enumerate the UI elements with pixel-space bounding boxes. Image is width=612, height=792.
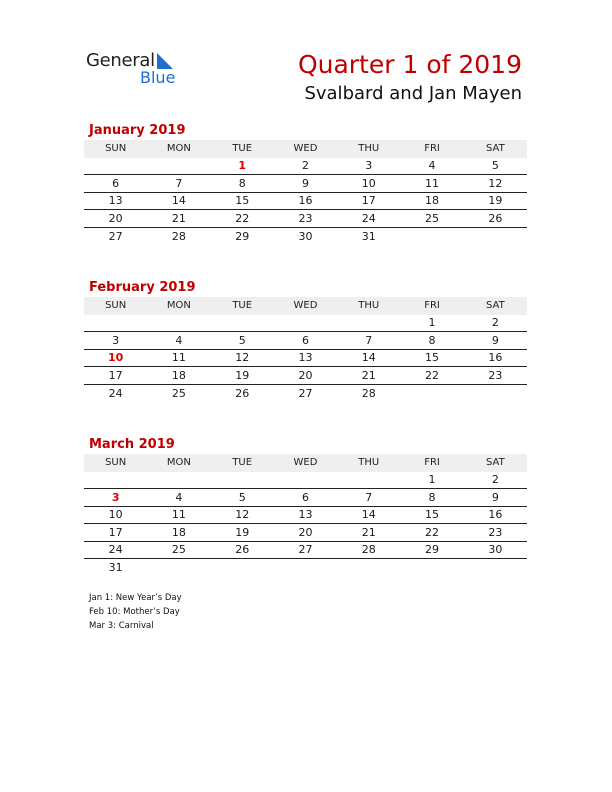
- day-cell: 18: [171, 525, 186, 539]
- day-cell: 14: [361, 508, 376, 522]
- calendar-grid: [84, 454, 527, 577]
- week-row: [84, 507, 527, 525]
- day-cell: 2: [491, 473, 499, 487]
- day-cell: 22: [425, 525, 440, 539]
- day-cell: 28: [171, 229, 186, 243]
- day-cell: 30: [298, 229, 313, 243]
- day-cell: 29: [235, 229, 250, 243]
- day-cell: 26: [235, 386, 250, 400]
- week-row: [84, 472, 527, 490]
- day-cell: 31: [361, 229, 376, 243]
- week-row: [84, 158, 527, 176]
- day-cell: 6: [301, 490, 309, 504]
- weekday-label: FRI: [424, 300, 440, 312]
- weekday-label: FRI: [424, 457, 440, 469]
- week-row: [84, 193, 527, 211]
- day-cell: 26: [235, 543, 250, 557]
- day-cell: 21: [361, 368, 376, 382]
- day-cell: 15: [425, 351, 440, 365]
- day-cell: 9: [301, 176, 309, 190]
- day-cell: 16: [488, 508, 503, 522]
- weekday-header-row: [84, 454, 527, 472]
- calendar-grid: [84, 140, 527, 245]
- day-cell: 6: [112, 176, 120, 190]
- day-cell: 28: [361, 386, 376, 400]
- logo-blue-text: Blue: [140, 68, 176, 87]
- weekday-label: SAT: [485, 300, 505, 312]
- week-row: [84, 385, 527, 403]
- day-cell: 25: [171, 386, 186, 400]
- week-row: [84, 542, 527, 560]
- day-cell: 8: [238, 176, 246, 190]
- week-row: [84, 350, 527, 368]
- weekday-label: WED: [293, 457, 318, 469]
- month-title: January 2019: [89, 123, 186, 138]
- weekday-label: SAT: [485, 143, 505, 155]
- day-cell: 23: [488, 525, 503, 539]
- day-cell: 12: [235, 508, 250, 522]
- weekday-label: MON: [166, 457, 191, 469]
- weekday-label: SUN: [105, 300, 127, 312]
- day-cell: 4: [428, 159, 436, 173]
- day-cell: 12: [235, 351, 250, 365]
- weekday-header-row: [84, 140, 527, 158]
- week-row: [84, 559, 527, 577]
- day-cell: 10: [108, 508, 123, 522]
- weekday-label: TUE: [232, 457, 253, 469]
- day-cell: 25: [171, 543, 186, 557]
- day-cell: 16: [488, 351, 503, 365]
- week-row: [84, 228, 527, 246]
- day-cell: 9: [491, 490, 499, 504]
- day-cell: 2: [491, 316, 499, 330]
- day-cell: 27: [108, 229, 123, 243]
- day-cell: 22: [425, 368, 440, 382]
- day-cell: 11: [425, 176, 440, 190]
- day-cell: 7: [175, 176, 183, 190]
- day-cell: 18: [425, 194, 440, 208]
- week-row: [84, 315, 527, 333]
- day-cell: 23: [298, 211, 313, 225]
- day-cell: 28: [361, 543, 376, 557]
- month-march: [84, 436, 527, 577]
- day-cell: 24: [361, 211, 376, 225]
- month-february: [84, 279, 527, 402]
- logo: [86, 50, 186, 90]
- week-row: [84, 175, 527, 193]
- day-cell: 17: [108, 368, 123, 382]
- week-row: [84, 489, 527, 507]
- day-cell: 14: [361, 351, 376, 365]
- day-cell: 19: [235, 368, 250, 382]
- day-cell: 11: [171, 508, 186, 522]
- day-cell: 13: [298, 351, 313, 365]
- weekday-header-row: [84, 297, 527, 315]
- weekday-label: MON: [166, 143, 191, 155]
- weekday-label: WED: [293, 143, 318, 155]
- day-cell: 2: [301, 159, 309, 173]
- day-cell: 14: [171, 194, 186, 208]
- weekday-label: TUE: [232, 300, 253, 312]
- day-cell: 4: [175, 490, 183, 504]
- day-cell: 25: [425, 211, 440, 225]
- day-cell: 7: [365, 490, 373, 504]
- day-cell: 3: [111, 490, 120, 504]
- day-cell: 21: [171, 211, 186, 225]
- day-cell: 1: [428, 316, 436, 330]
- day-cell: 15: [235, 194, 250, 208]
- month-title: February 2019: [89, 280, 196, 295]
- day-cell: 5: [238, 333, 246, 347]
- day-cell: 20: [298, 368, 313, 382]
- day-cell: 20: [108, 211, 123, 225]
- week-row: [84, 524, 527, 542]
- day-cell: 18: [171, 368, 186, 382]
- day-cell: 9: [491, 333, 499, 347]
- weekday-label: WED: [293, 300, 318, 312]
- day-cell: 11: [171, 351, 186, 365]
- holiday-note: Mar 3: Carnival: [89, 621, 154, 631]
- day-cell: 16: [298, 194, 313, 208]
- day-cell: 10: [361, 176, 376, 190]
- day-cell: 29: [425, 543, 440, 557]
- calendar-grid: [84, 297, 527, 402]
- weekday-label: THU: [358, 457, 380, 469]
- weekday-label: SAT: [485, 457, 505, 469]
- day-cell: 27: [298, 386, 313, 400]
- weekday-label: MON: [166, 300, 191, 312]
- day-cell: 17: [108, 525, 123, 539]
- month-january: [84, 122, 527, 245]
- weekday-label: SUN: [105, 457, 127, 469]
- day-cell: 3: [365, 159, 373, 173]
- weekday-label: FRI: [424, 143, 440, 155]
- holiday-notes: [89, 591, 182, 633]
- logo-flag-icon: [157, 53, 173, 69]
- weekday-label: THU: [358, 143, 380, 155]
- day-cell: 12: [488, 176, 503, 190]
- day-cell: 26: [488, 211, 503, 225]
- day-cell: 1: [428, 473, 436, 487]
- week-row: [84, 367, 527, 385]
- day-cell: 3: [112, 333, 120, 347]
- weekday-label: TUE: [232, 143, 253, 155]
- day-cell: 24: [108, 543, 123, 557]
- day-cell: 4: [175, 333, 183, 347]
- day-cell: 23: [488, 368, 503, 382]
- week-row: [84, 332, 527, 350]
- country-name: Svalbard and Jan Mayen: [304, 83, 522, 104]
- holiday-note: Jan 1: New Year’s Day: [89, 593, 182, 603]
- day-cell: 13: [108, 194, 123, 208]
- day-cell: 17: [361, 194, 376, 208]
- day-cell: 6: [301, 333, 309, 347]
- day-cell: 19: [235, 525, 250, 539]
- day-cell: 15: [425, 508, 440, 522]
- day-cell: 8: [428, 333, 436, 347]
- day-cell: 20: [298, 525, 313, 539]
- day-cell: 8: [428, 490, 436, 504]
- day-cell: 31: [108, 561, 123, 575]
- day-cell: 7: [365, 333, 373, 347]
- day-cell: 22: [235, 211, 250, 225]
- weekday-label: SUN: [105, 143, 127, 155]
- day-cell: 13: [298, 508, 313, 522]
- day-cell: 5: [491, 159, 499, 173]
- week-row: [84, 210, 527, 228]
- logo-general-text: General: [86, 50, 155, 71]
- day-cell: 24: [108, 386, 123, 400]
- day-cell: 1: [238, 159, 247, 173]
- weekday-label: THU: [358, 300, 380, 312]
- page-title: Quarter 1 of 2019: [297, 50, 522, 79]
- day-cell: 19: [488, 194, 503, 208]
- day-cell: 27: [298, 543, 313, 557]
- day-cell: 21: [361, 525, 376, 539]
- day-cell: 5: [238, 490, 246, 504]
- holiday-note: Feb 10: Mother’s Day: [89, 607, 180, 617]
- day-cell: 30: [488, 543, 503, 557]
- month-title: March 2019: [89, 437, 175, 452]
- day-cell: 10: [107, 351, 124, 365]
